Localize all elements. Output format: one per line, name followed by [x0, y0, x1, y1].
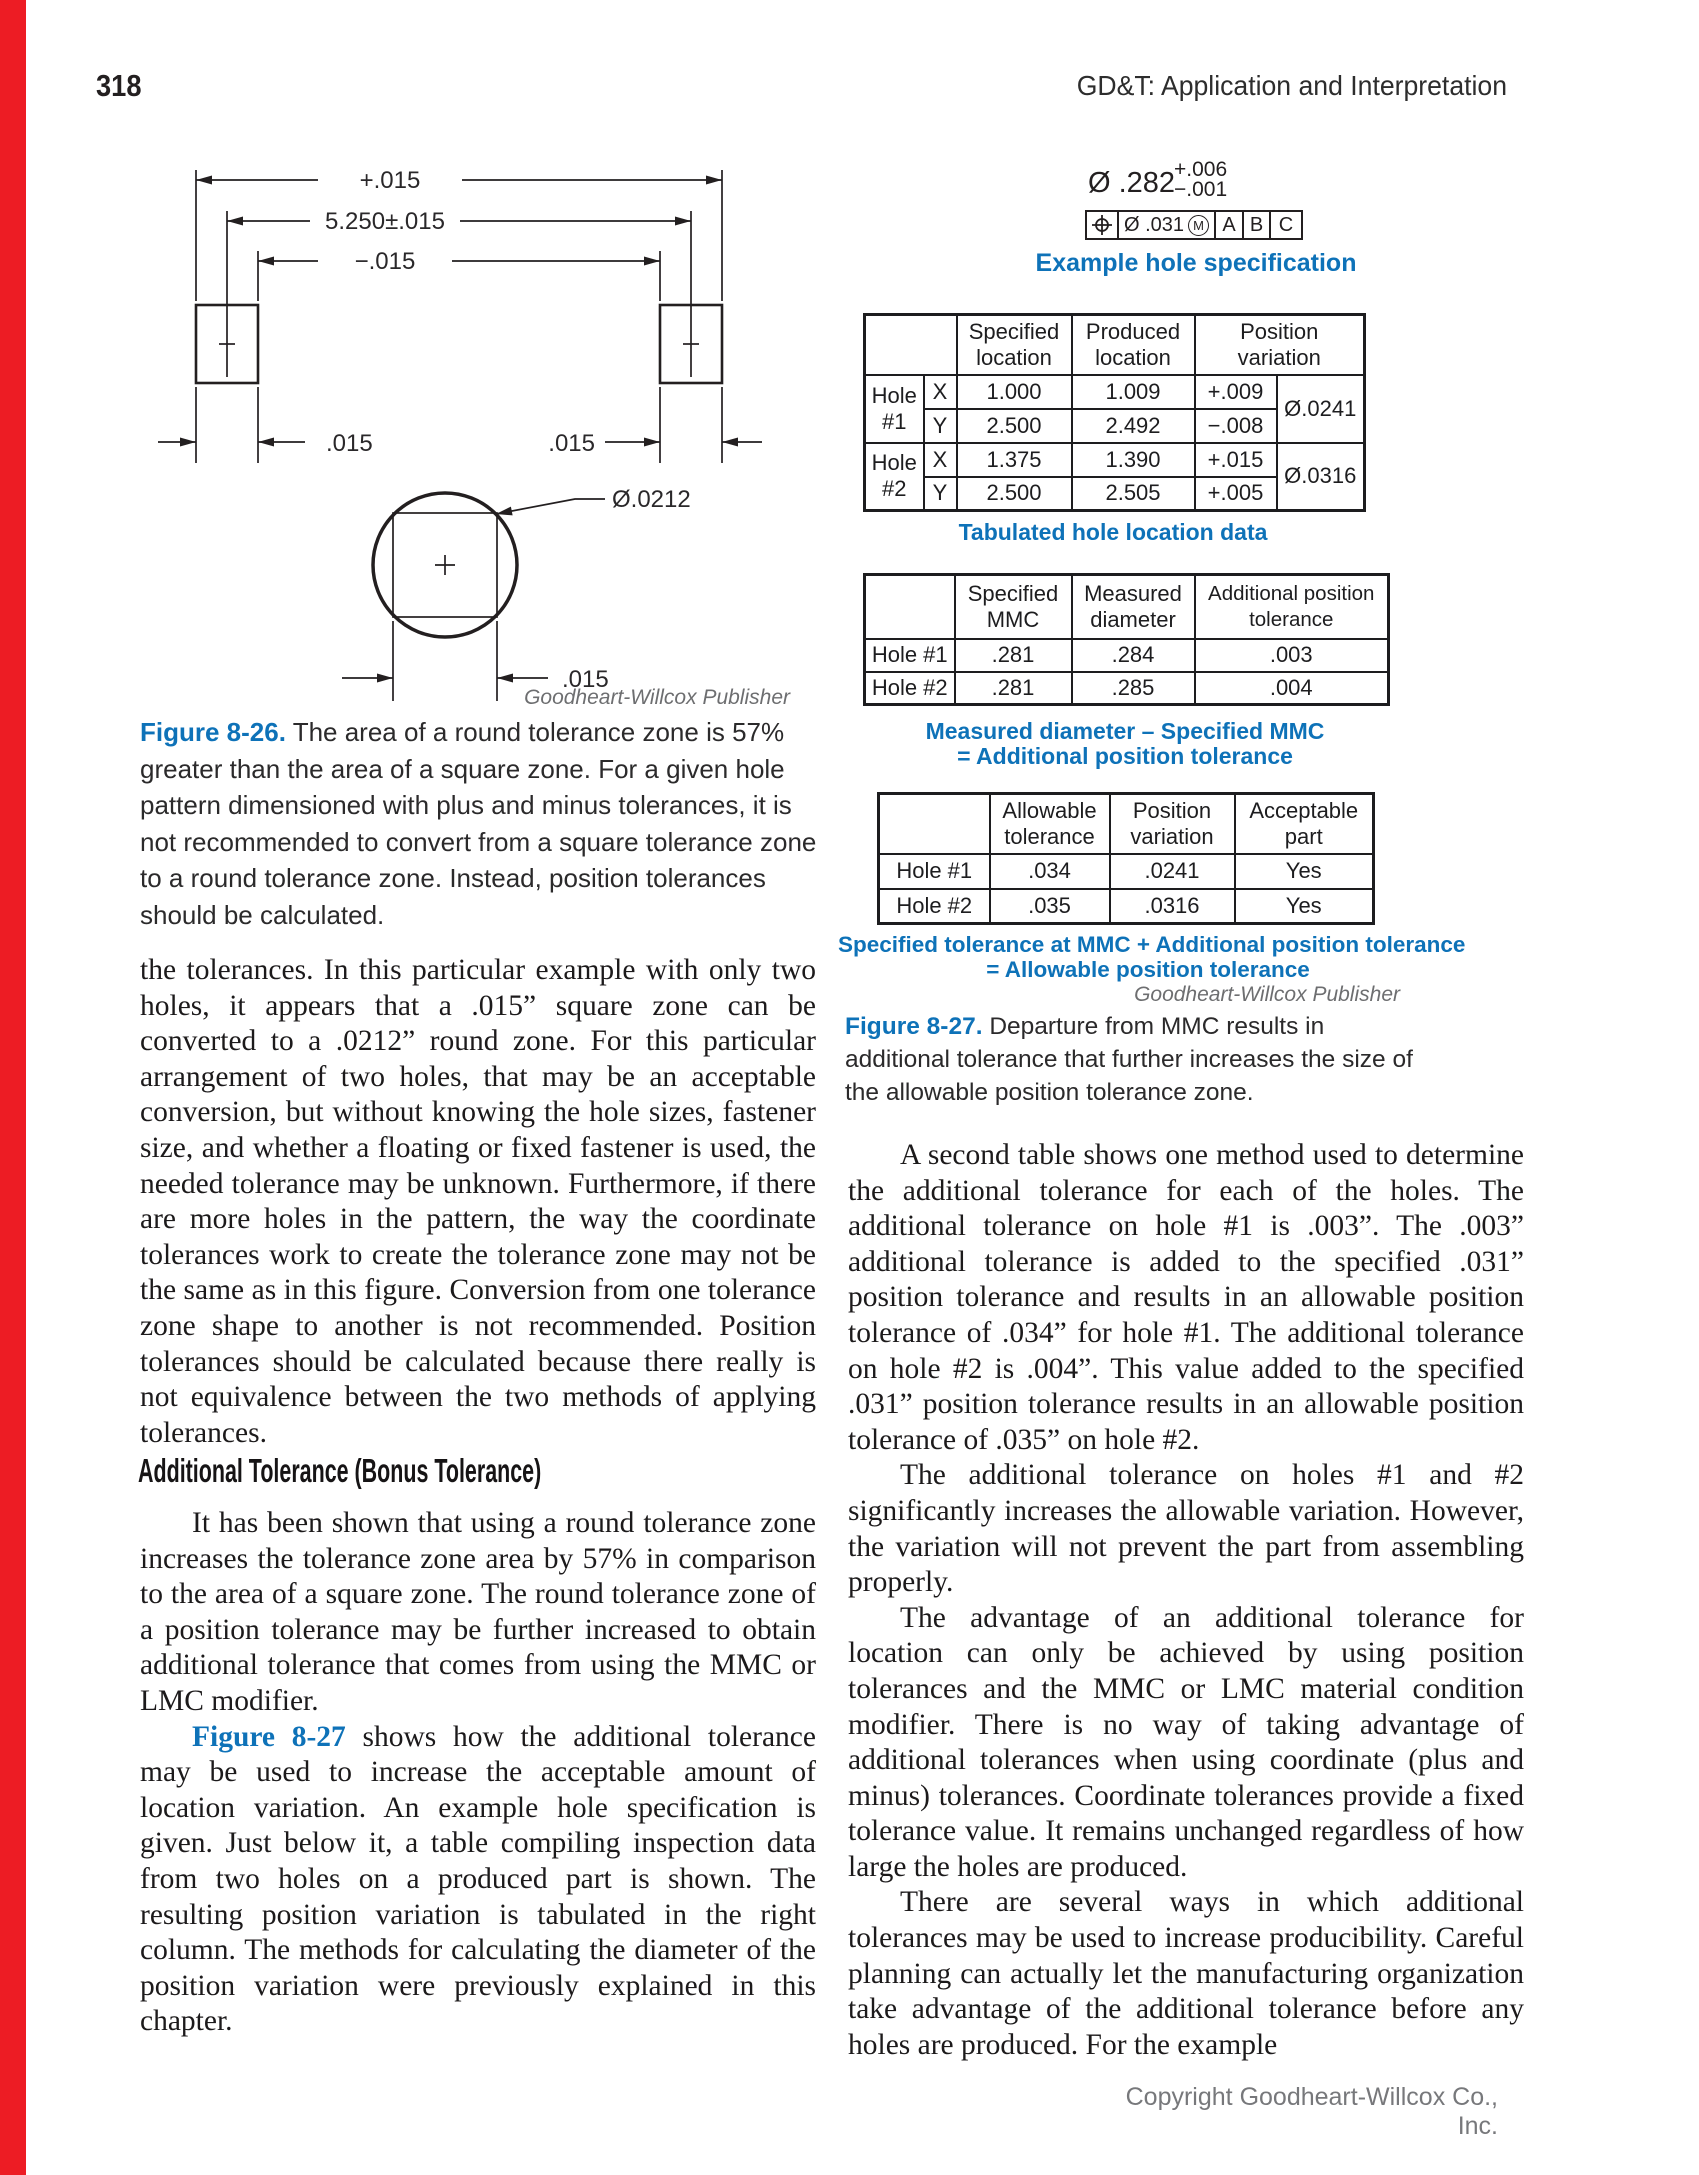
- hole-1-position-diameter: Ø.0241: [1277, 375, 1365, 443]
- table-header-row: [865, 315, 1365, 375]
- col-position-variation: Position variation: [1195, 315, 1365, 375]
- figure-8-26-caption-text: The area of a round tolerance zone is 57% greater than the area of a square zone. For a given hole pattern dimensioned with plus and minus tolerances, it is not recommended to convert from a square tolerance zone to a round tolerance zone. Instead, position tolerances should be calculated.: [140, 717, 817, 930]
- col-specified-location: Specified location: [957, 315, 1072, 375]
- datum-c-cell: C: [1269, 212, 1301, 238]
- hole-tolerance-stack: [1174, 160, 1227, 199]
- figure-8-27-credit: Goodheart-Willcox Publisher: [1134, 983, 1400, 1006]
- section-heading: Additional Tolerance (Bonus Tolerance): [138, 1452, 542, 1489]
- additional-tolerance-table: [863, 573, 1390, 706]
- allowable-tolerance-table: [877, 792, 1375, 925]
- col-allowable-tolerance: Allowable tolerance: [990, 794, 1110, 854]
- figure-8-26-drawing: [150, 155, 790, 735]
- left-column-paragraph-3: Figure 8-27 shows how the additional tolerance may be used to increase the acceptable amount of location variation. An example hole specification is given. Just below it, a table compiling inspection data from two holes on a produced part is shown. The resulting position variation is tabulated in the right column. The methods for calculating the diameter of the position variation were previously explained in this chapter.: [140, 1720, 816, 2038]
- blank-header-cell: [865, 575, 955, 639]
- left-column-paragraph-1: the tolerances. In this particular example with only two holes, it appears that a .015” square zone can be converted to a .0212” round zone. For this particular arrangement of two holes, that may be an acceptable conversion, but without knowing the hole sizes, fastener size, and whether a floating or fixed fastener is used, the needed tolerance may be unknown. Furthermore, if there are more holes in the pattern, the way the coordinate tolerances work to create the tolerance zone may not be the same as in this figure. Conversion from one tolerance zone shape to another is not recommended. Position tolerances should be calculated because there really is not equivalence between the two methods of applying tolerances.: [140, 954, 816, 1449]
- right-column-paragraph-1: A second table shows one method used to determine the additional tolerance for each of the holes. The additional tolerance on hole #1 is .003”. The .003” additional tolerance is added to the specified .031” position tolerance and results in an allowable position tolerance of .034” for hole #1. The additional tolerance on hole #2 is .004”. This value added to the specified .031” position tolerance results in an allowable position tolerance of .035” on hole #2.: [848, 1139, 1524, 1456]
- dim-outer-plus: +.015: [359, 167, 421, 194]
- figure-8-26-label: Figure 8-26.: [140, 717, 286, 747]
- hole-location-table: [863, 313, 1366, 512]
- blank-header-cell: [879, 794, 990, 854]
- tolerance-cell: Ø .031 M: [1117, 212, 1214, 238]
- datum-b-cell: B: [1242, 212, 1269, 238]
- col-additional-tolerance: Additional position tolerance: [1195, 575, 1389, 639]
- dim-inner-minus: −.015: [354, 248, 416, 275]
- right-column-paragraph-4: There are several ways in which additional tolerances may be used to increase producibility. Careful planning can actually let the manufacturing organization take advantage of the additional tolerance before any holes are produced. For the example: [848, 1886, 1524, 2061]
- mmc-modifier-icon: M: [1188, 215, 1209, 236]
- dim-round-diameter: Ø.0212: [612, 486, 691, 513]
- datum-a-cell: A: [1214, 212, 1242, 238]
- col-specified-mmc: Specified MMC: [955, 575, 1072, 639]
- page-edge-red-bar: [0, 0, 26, 2175]
- hole-2-position-diameter: Ø.0316: [1277, 443, 1365, 511]
- lower-tolerance: −.001: [1174, 177, 1228, 201]
- dim-basic: 5.250±.015: [325, 208, 445, 235]
- table-row: Y 2.500 2.505 +.005: [865, 477, 1365, 511]
- table-row: Hole #1 .281 .284 .003: [865, 639, 1389, 672]
- figure-8-26-credit: Goodheart-Willcox Publisher: [524, 686, 790, 709]
- allowable-tolerance-caption: Specified tolerance at MMC + Additional position tolerance = Allowable position tolerance: [838, 932, 1466, 982]
- hole-1-label: Hole #1: [865, 375, 924, 443]
- table-row: Hole #2 .035 .0316 Yes: [879, 889, 1374, 924]
- copyright-notice: Copyright Goodheart-Willcox Co., Inc.: [1125, 2083, 1498, 2140]
- running-head-title: GD&T: Application and Interpretation: [1076, 70, 1507, 101]
- figure-8-26-caption: [140, 714, 820, 933]
- dim-zone-right: .015: [548, 430, 595, 457]
- feature-control-frame: [1085, 210, 1303, 240]
- col-acceptable-part: Acceptable part: [1235, 794, 1374, 854]
- table-row: Hole #2 X 1.375 1.390 +.015 Ø.0316: [865, 443, 1365, 477]
- table-row: Hole #1 X 1.000 1.009 +.009 Ø.0241: [865, 375, 1365, 409]
- position-symbol-cell: [1087, 212, 1117, 238]
- right-column-paragraph-3: The advantage of an additional tolerance for location can only be achieved by using position tolerances and the MMC or LMC material condition modifier. There is no way of taking advantage of additional tolerances when using coordinate (plus and minus) tolerances. Coordinate tolerances provide a fixed tolerance value. It remains unchanged regardless of how large the holes are produced.: [848, 1601, 1524, 1883]
- hole-spec-caption: Example hole specification: [1035, 249, 1357, 277]
- figure-8-27-caption-text: Departure from MMC results in additional tolerance that further increases the size of the allowable position tolerance zone.: [845, 1013, 1413, 1106]
- left-column-paragraphs: [140, 1506, 816, 2040]
- dim-round-width: .015: [562, 666, 609, 693]
- col-produced-location: Produced location: [1072, 315, 1195, 375]
- col-position-variation: Position variation: [1110, 794, 1235, 854]
- hole-2-label: Hole #2: [865, 443, 924, 511]
- table-row: Y 2.500 2.492 −.008: [865, 409, 1365, 443]
- figure-8-27-reference: Figure 8-27: [192, 1720, 346, 1753]
- right-column-paragraphs: [848, 1138, 1524, 2063]
- blank-header-cell: [865, 315, 957, 375]
- figure-8-27-label: Figure 8-27.: [845, 1013, 983, 1040]
- table-header-row: [879, 794, 1374, 854]
- table-row: Hole #2 .281 .285 .004: [865, 672, 1389, 705]
- hole-diameter-spec: Ø .282: [1088, 167, 1176, 199]
- position-symbol-icon: [1091, 214, 1113, 236]
- table-header-row: [865, 575, 1389, 639]
- hole-location-table-caption: Tabulated hole location data: [958, 519, 1268, 545]
- additional-tolerance-caption: Measured diameter – Specified MMC = Additional position tolerance: [925, 718, 1325, 769]
- dim-zone-left: .015: [326, 430, 373, 457]
- upper-tolerance: +.006: [1174, 158, 1228, 181]
- figure-8-27-caption: [845, 1010, 1420, 1109]
- page-number: 318: [96, 68, 142, 103]
- table-row: Hole #1 .034 .0241 Yes: [879, 854, 1374, 889]
- right-column-paragraph-2: The additional tolerance on holes #1 and #2 significantly increases the allowable variation. However, the variation will not prevent the part from assembling properly.: [848, 1459, 1524, 1599]
- left-column-paragraph-2: It has been shown that using a round tolerance zone increases the tolerance zone area by 57% in comparison to the area of a square zone. The round tolerance zone of a position tolerance may be further increased to obtain additional tolerance that comes from using the MMC or LMC modifier.: [140, 1507, 816, 1717]
- col-measured-diameter: Measured diameter: [1072, 575, 1195, 639]
